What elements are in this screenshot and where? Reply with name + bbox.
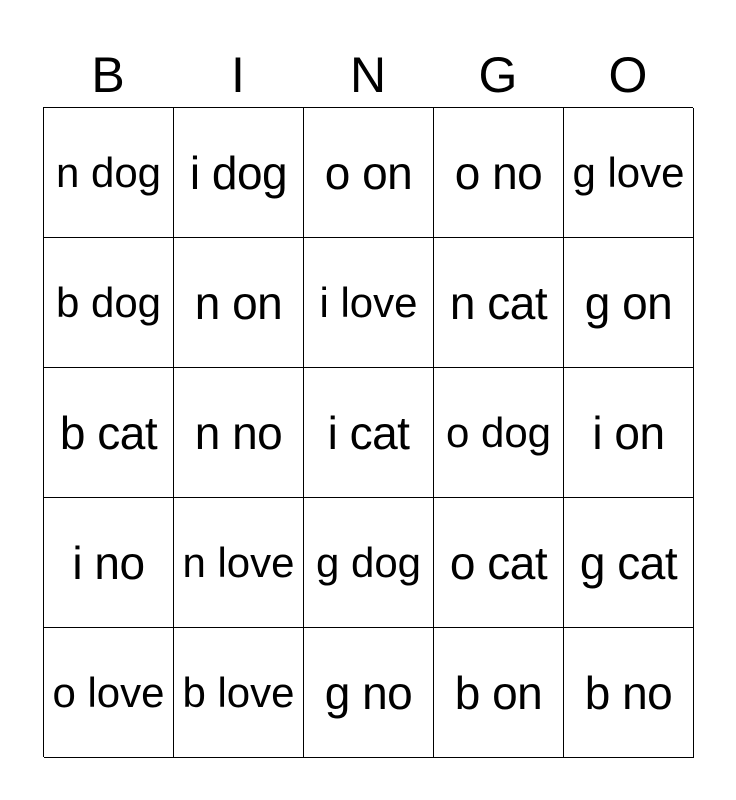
bingo-cell[interactable] — [174, 238, 304, 368]
bingo-cell[interactable] — [44, 108, 174, 238]
header-letter-i: I — [231, 47, 245, 103]
bingo-cell[interactable] — [434, 238, 564, 368]
bingo-cell[interactable] — [174, 368, 304, 498]
bingo-cell[interactable] — [564, 368, 694, 498]
cell-text: g no — [324, 666, 413, 719]
bingo-cell[interactable] — [304, 238, 434, 368]
cell-text: n on — [194, 276, 283, 329]
bingo-cell[interactable] — [304, 108, 434, 238]
bingo-cell[interactable] — [564, 498, 694, 628]
bingo-cell[interactable] — [44, 628, 174, 758]
bingo-cell[interactable] — [174, 498, 304, 628]
bingo-cell[interactable] — [304, 498, 434, 628]
cell-text: i cat — [327, 406, 410, 459]
cell-text: g love — [572, 148, 685, 196]
cell-text: n love — [182, 538, 295, 586]
cell-text: i no — [72, 536, 145, 589]
cell-text: o dog — [445, 408, 552, 456]
header-letter-b: B — [91, 47, 125, 103]
bingo-cell[interactable] — [174, 108, 304, 238]
cell-text: b dog — [55, 278, 162, 326]
header-letter-o: O — [608, 47, 648, 103]
bingo-cell[interactable] — [564, 108, 694, 238]
cell-text: b cat — [59, 406, 158, 459]
cell-text: o on — [324, 146, 413, 199]
bingo-grid — [43, 107, 693, 757]
cell-text: b on — [454, 666, 543, 719]
cell-text: b no — [584, 666, 673, 719]
cell-text: g dog — [315, 538, 422, 586]
cell-text: i dog — [189, 146, 288, 199]
bingo-cell[interactable] — [304, 368, 434, 498]
header-letter-g: G — [478, 47, 518, 103]
cell-text: b love — [182, 668, 295, 716]
bingo-cell[interactable] — [304, 628, 434, 758]
cell-text: n no — [194, 406, 283, 459]
bingo-cell[interactable] — [434, 628, 564, 758]
bingo-cell[interactable] — [434, 498, 564, 628]
cell-text: n dog — [55, 148, 162, 196]
header-letter-n: N — [349, 47, 387, 103]
bingo-cell[interactable] — [44, 238, 174, 368]
cell-text: g on — [584, 276, 673, 329]
bingo-cell[interactable] — [564, 628, 694, 758]
cell-text: g cat — [579, 536, 678, 589]
cell-text: i love — [319, 278, 418, 326]
cell-text: i on — [592, 406, 665, 459]
cell-text: n cat — [449, 276, 548, 329]
bingo-cell[interactable] — [434, 368, 564, 498]
cell-text: o love — [52, 668, 165, 716]
bingo-cell[interactable] — [174, 628, 304, 758]
bingo-cell[interactable] — [44, 498, 174, 628]
bingo-header — [43, 44, 693, 106]
bingo-cell[interactable] — [44, 368, 174, 498]
cell-text: o cat — [449, 536, 548, 589]
cell-text: o no — [454, 146, 543, 199]
bingo-cell[interactable] — [434, 108, 564, 238]
bingo-cell[interactable] — [564, 238, 694, 368]
